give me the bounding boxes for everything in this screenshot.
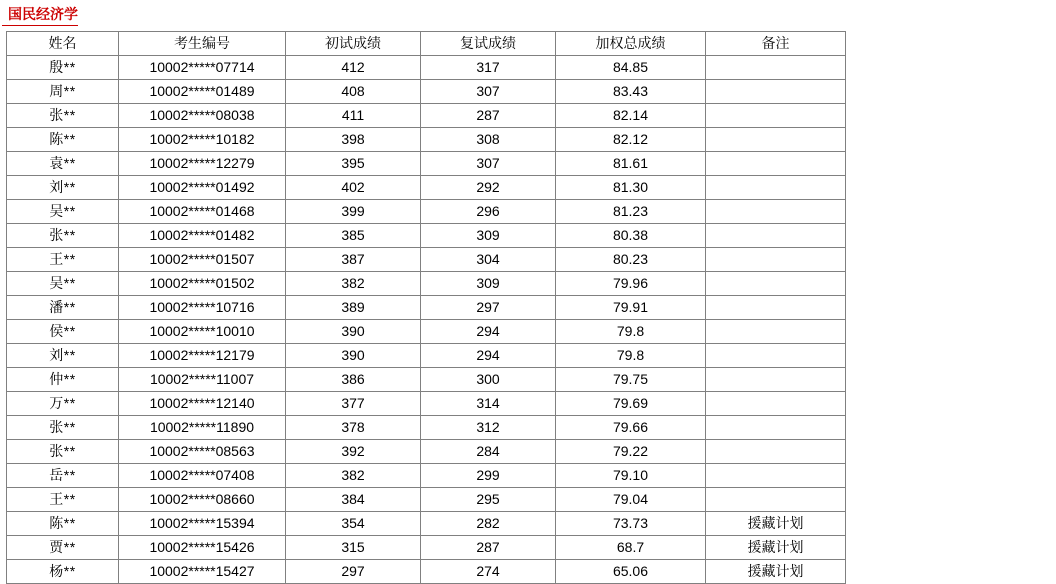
- cell-total-score: 79.22: [556, 440, 706, 464]
- cell-candidate-id: 10002*****15394: [119, 512, 286, 536]
- cell-name: 刘**: [7, 344, 119, 368]
- cell-second-score: 304: [421, 248, 556, 272]
- cell-total-score: 79.75: [556, 368, 706, 392]
- cell-candidate-id: 10002*****11007: [119, 368, 286, 392]
- cell-total-score: 81.30: [556, 176, 706, 200]
- cell-total-score: 73.73: [556, 512, 706, 536]
- cell-candidate-id: 10002*****15426: [119, 536, 286, 560]
- table-row: [7, 200, 846, 224]
- cell-candidate-id: 10002*****08660: [119, 488, 286, 512]
- table-row: [7, 224, 846, 248]
- cell-first-score: 377: [286, 392, 421, 416]
- cell-candidate-id: 10002*****07714: [119, 56, 286, 80]
- cell-second-score: 294: [421, 344, 556, 368]
- cell-candidate-id: 10002*****01507: [119, 248, 286, 272]
- cell-name: 潘**: [7, 296, 119, 320]
- table-row: [7, 536, 846, 560]
- table-body: [7, 56, 846, 584]
- cell-note: [706, 152, 846, 176]
- table-row: [7, 392, 846, 416]
- cell-total-score: 79.8: [556, 344, 706, 368]
- cell-name: 张**: [7, 416, 119, 440]
- cell-candidate-id: 10002*****10716: [119, 296, 286, 320]
- cell-total-score: 81.23: [556, 200, 706, 224]
- cell-second-score: 287: [421, 536, 556, 560]
- cell-first-score: 399: [286, 200, 421, 224]
- cell-second-score: 274: [421, 560, 556, 584]
- cell-note: [706, 200, 846, 224]
- cell-note: 援藏计划: [706, 512, 846, 536]
- page-title-container: [0, 0, 1056, 29]
- cell-name: 侯**: [7, 320, 119, 344]
- cell-note: [706, 176, 846, 200]
- cell-first-score: 385: [286, 224, 421, 248]
- table-row: [7, 296, 846, 320]
- cell-total-score: 81.61: [556, 152, 706, 176]
- cell-name: 袁**: [7, 152, 119, 176]
- cell-note: [706, 104, 846, 128]
- cell-candidate-id: 10002*****01468: [119, 200, 286, 224]
- cell-note: [706, 440, 846, 464]
- cell-candidate-id: 10002*****10182: [119, 128, 286, 152]
- cell-total-score: 82.14: [556, 104, 706, 128]
- cell-first-score: 378: [286, 416, 421, 440]
- cell-second-score: 312: [421, 416, 556, 440]
- cell-first-score: 411: [286, 104, 421, 128]
- cell-second-score: 295: [421, 488, 556, 512]
- cell-total-score: 68.7: [556, 536, 706, 560]
- cell-note: [706, 296, 846, 320]
- table-row: [7, 128, 846, 152]
- table-row: [7, 152, 846, 176]
- cell-second-score: 307: [421, 80, 556, 104]
- cell-first-score: 384: [286, 488, 421, 512]
- cell-note: [706, 80, 846, 104]
- cell-candidate-id: 10002*****12279: [119, 152, 286, 176]
- cell-candidate-id: 10002*****12179: [119, 344, 286, 368]
- cell-first-score: 392: [286, 440, 421, 464]
- cell-first-score: 390: [286, 320, 421, 344]
- column-header-total-score: 加权总成绩: [556, 32, 706, 56]
- cell-candidate-id: 10002*****15427: [119, 560, 286, 584]
- cell-note: [706, 392, 846, 416]
- cell-total-score: 80.38: [556, 224, 706, 248]
- table-row: [7, 248, 846, 272]
- cell-second-score: 287: [421, 104, 556, 128]
- cell-candidate-id: 10002*****10010: [119, 320, 286, 344]
- cell-name: 万**: [7, 392, 119, 416]
- cell-second-score: 292: [421, 176, 556, 200]
- cell-total-score: 79.8: [556, 320, 706, 344]
- cell-name: 张**: [7, 224, 119, 248]
- column-header-second-score: 复试成绩: [421, 32, 556, 56]
- cell-total-score: 79.69: [556, 392, 706, 416]
- cell-first-score: 412: [286, 56, 421, 80]
- cell-name: 张**: [7, 104, 119, 128]
- cell-first-score: 297: [286, 560, 421, 584]
- cell-note: [706, 416, 846, 440]
- cell-second-score: 294: [421, 320, 556, 344]
- cell-candidate-id: 10002*****01502: [119, 272, 286, 296]
- cell-first-score: 315: [286, 536, 421, 560]
- cell-name: 岳**: [7, 464, 119, 488]
- cell-name: 王**: [7, 248, 119, 272]
- cell-second-score: 309: [421, 272, 556, 296]
- cell-candidate-id: 10002*****12140: [119, 392, 286, 416]
- column-header-note: 备注: [706, 32, 846, 56]
- cell-name: 周**: [7, 80, 119, 104]
- score-table: [6, 31, 846, 584]
- cell-second-score: 284: [421, 440, 556, 464]
- cell-name: 陈**: [7, 128, 119, 152]
- cell-first-score: 382: [286, 272, 421, 296]
- cell-note: [706, 272, 846, 296]
- cell-total-score: 79.96: [556, 272, 706, 296]
- cell-name: 贾**: [7, 536, 119, 560]
- cell-total-score: 65.06: [556, 560, 706, 584]
- cell-name: 刘**: [7, 176, 119, 200]
- cell-name: 王**: [7, 488, 119, 512]
- table-row: [7, 368, 846, 392]
- cell-second-score: 297: [421, 296, 556, 320]
- table-header: [7, 32, 846, 56]
- table-row: [7, 272, 846, 296]
- cell-candidate-id: 10002*****01492: [119, 176, 286, 200]
- cell-total-score: 79.10: [556, 464, 706, 488]
- cell-note: 援藏计划: [706, 560, 846, 584]
- table-row: [7, 320, 846, 344]
- cell-first-score: 408: [286, 80, 421, 104]
- table-row: [7, 56, 846, 80]
- cell-note: [706, 128, 846, 152]
- cell-total-score: 79.04: [556, 488, 706, 512]
- cell-name: 吴**: [7, 200, 119, 224]
- table-row: [7, 512, 846, 536]
- cell-candidate-id: 10002*****08038: [119, 104, 286, 128]
- cell-name: 仲**: [7, 368, 119, 392]
- cell-name: 吴**: [7, 272, 119, 296]
- cell-second-score: 308: [421, 128, 556, 152]
- cell-second-score: 314: [421, 392, 556, 416]
- cell-second-score: 282: [421, 512, 556, 536]
- table-header-row: [7, 32, 846, 56]
- cell-candidate-id: 10002*****07408: [119, 464, 286, 488]
- cell-second-score: 307: [421, 152, 556, 176]
- cell-second-score: 299: [421, 464, 556, 488]
- cell-first-score: 354: [286, 512, 421, 536]
- cell-first-score: 387: [286, 248, 421, 272]
- column-header-name: 姓名: [7, 32, 119, 56]
- cell-total-score: 79.66: [556, 416, 706, 440]
- cell-total-score: 82.12: [556, 128, 706, 152]
- column-header-id: 考生编号: [119, 32, 286, 56]
- cell-first-score: 395: [286, 152, 421, 176]
- table-row: [7, 416, 846, 440]
- table-row: [7, 464, 846, 488]
- cell-name: 杨**: [7, 560, 119, 584]
- table-row: [7, 176, 846, 200]
- cell-first-score: 402: [286, 176, 421, 200]
- cell-note: [706, 368, 846, 392]
- cell-note: 援藏计划: [706, 536, 846, 560]
- cell-note: [706, 224, 846, 248]
- cell-note: [706, 248, 846, 272]
- cell-total-score: 83.43: [556, 80, 706, 104]
- cell-first-score: 398: [286, 128, 421, 152]
- cell-note: [706, 320, 846, 344]
- table-row: [7, 104, 846, 128]
- column-header-first-score: 初试成绩: [286, 32, 421, 56]
- cell-note: [706, 56, 846, 80]
- table-row: [7, 560, 846, 584]
- page-title: 国民经济学: [2, 2, 78, 26]
- cell-total-score: 84.85: [556, 56, 706, 80]
- cell-total-score: 80.23: [556, 248, 706, 272]
- cell-name: 陈**: [7, 512, 119, 536]
- table-row: [7, 440, 846, 464]
- cell-candidate-id: 10002*****01489: [119, 80, 286, 104]
- cell-first-score: 382: [286, 464, 421, 488]
- cell-name: 张**: [7, 440, 119, 464]
- cell-second-score: 296: [421, 200, 556, 224]
- cell-first-score: 386: [286, 368, 421, 392]
- table-row: [7, 80, 846, 104]
- cell-second-score: 317: [421, 56, 556, 80]
- cell-first-score: 390: [286, 344, 421, 368]
- table-row: [7, 344, 846, 368]
- cell-second-score: 300: [421, 368, 556, 392]
- cell-total-score: 79.91: [556, 296, 706, 320]
- cell-candidate-id: 10002*****08563: [119, 440, 286, 464]
- cell-note: [706, 488, 846, 512]
- cell-note: [706, 344, 846, 368]
- cell-name: 殷**: [7, 56, 119, 80]
- cell-first-score: 389: [286, 296, 421, 320]
- table-row: [7, 488, 846, 512]
- cell-note: [706, 464, 846, 488]
- cell-second-score: 309: [421, 224, 556, 248]
- cell-candidate-id: 10002*****01482: [119, 224, 286, 248]
- cell-candidate-id: 10002*****11890: [119, 416, 286, 440]
